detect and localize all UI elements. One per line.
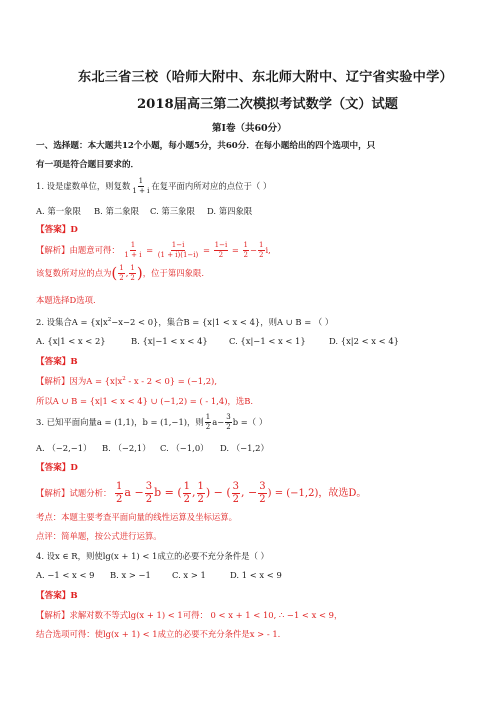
q3-dianping: 点评：简单题，按公式进行运算。 — [36, 531, 162, 541]
q2-answer: 【答案】B — [36, 357, 78, 367]
question-1-stem — [36, 178, 271, 195]
section-heading: 一、选择题：本大题共12个小题，每小题5分，共60分．在每小题给出的四个选项中，只 — [36, 141, 376, 151]
option-b: B. （−2,1） — [102, 443, 151, 453]
q1-analysis: 【解析】由题意可得： $\frac{1}{1 + i}$ = $\frac{1-i}{(1 + i)(1-i)}$ = $\frac{1-i}{2}$ = $\frac{1}{2}$ − $\frac{1}{2}$ i, — [36, 241, 271, 259]
option-a: A. {x|1 < x < 2} — [36, 336, 106, 346]
option-d: D. {x|2 < x < 4} — [329, 336, 400, 346]
option-d: D. （−1,2） — [220, 443, 269, 453]
option-a: A. （−2,−1） — [36, 443, 92, 453]
q1-conclusion: 本题选择D选项. — [36, 295, 96, 305]
question-4-options — [36, 570, 282, 580]
option-a: A. −1 < x < 9 — [36, 570, 95, 580]
question-1-options — [36, 205, 252, 217]
option-c: C. x > 1 — [172, 570, 206, 580]
option-b: B. 第二象限 — [94, 206, 139, 216]
q1-stem-text: 1. 设是虚数单位，则复数 — [36, 181, 131, 191]
option-c: C. （−1,0） — [160, 443, 209, 453]
q2-analysis-cont: 所以A ∪ B = {x|1 < x < 4} ∪ (−1,2) = ( - 1,4)，选B. — [36, 396, 254, 406]
q1-point: 该复数所对应的点为( $\frac{1}{2}$ , $\frac{1}{2}$ )，位于第四象限. — [36, 264, 204, 282]
section-heading-cont: 有一项是符合题目要求的． — [36, 160, 140, 170]
exam-title-line2: 2018届高三第二次模拟考试数学（文）试题 — [137, 97, 398, 112]
q3-answer: 【答案】D — [36, 463, 78, 473]
q1-answer: 【答案】D — [36, 225, 78, 235]
q1-stem-text-b: 在复平面内所对应的点位于（ ） — [151, 181, 272, 191]
option-d: D. 第四象限 — [207, 206, 253, 216]
q4-answer: 【答案】B — [36, 591, 78, 601]
question-3-stem: 3. 已知平面向量a = (1,1)，b = (1,−1)，则 $\frac{1}{2}$ a− $\frac{3}{2}$ b =（ ） — [36, 413, 268, 431]
q2-analysis: 【解析】因为$A = \{x|x^2 - x - 2 < 0\} = (-1,2)$, — [36, 376, 217, 386]
option-c: C. 第三象限 — [150, 206, 195, 216]
volume-heading: 第Ⅰ卷（共60分） — [212, 123, 287, 134]
q3-kaodian: 考点：本题主要考查平面向量的线性运算及坐标运算。 — [36, 512, 237, 522]
option-b: B. x > −1 — [110, 570, 151, 580]
question-2-options — [36, 336, 399, 346]
q4-conclusion: 结合选项可得：使lg(x + 1) < 1成立的必要不充分条件是x > - 1. — [36, 629, 281, 639]
q3-analysis: 【解析】试题分析： $\frac{1}{2}$ a − $\frac{3}{2}$ b = ( $\frac{1}{2}$ , $\frac{1}{2}$ ) − ( $\frac{3}{2}$ , − $\frac{3}{2}$ ) = (−1,2)，故选D。 — [36, 481, 367, 505]
option-a: A. 第一象限 — [36, 206, 81, 216]
option-b: B. {x|−1 < x < 4} — [131, 336, 208, 346]
q1-fraction: $\frac{1}{1 + i}$ — [132, 177, 150, 195]
question-2-stem: 2. 设集合$A = \{x|x^2-x-2 < 0\}$，集合B = {x|1 < x < 4}，则A ∪ B = （ ） — [36, 317, 334, 327]
option-d: D. 1 < x < 9 — [230, 570, 282, 580]
question-4-stem: 4. 设x ∈ R，则使lg(x + 1) < 1成立的必要不充分条件是（ ） — [36, 551, 269, 561]
exam-title-line1: 东北三省三校（哈师大附中、东北师大附中、辽宁省实验中学） — [78, 70, 453, 85]
q4-analysis: 【解析】求解对数不等式lg(x + 1) < 1可得： 0 < x + 1 < 10, ∴ −1 < x < 9， — [36, 610, 343, 620]
option-c: C. {x|−1 < x < 1} — [229, 336, 306, 346]
question-3-options — [36, 442, 269, 454]
